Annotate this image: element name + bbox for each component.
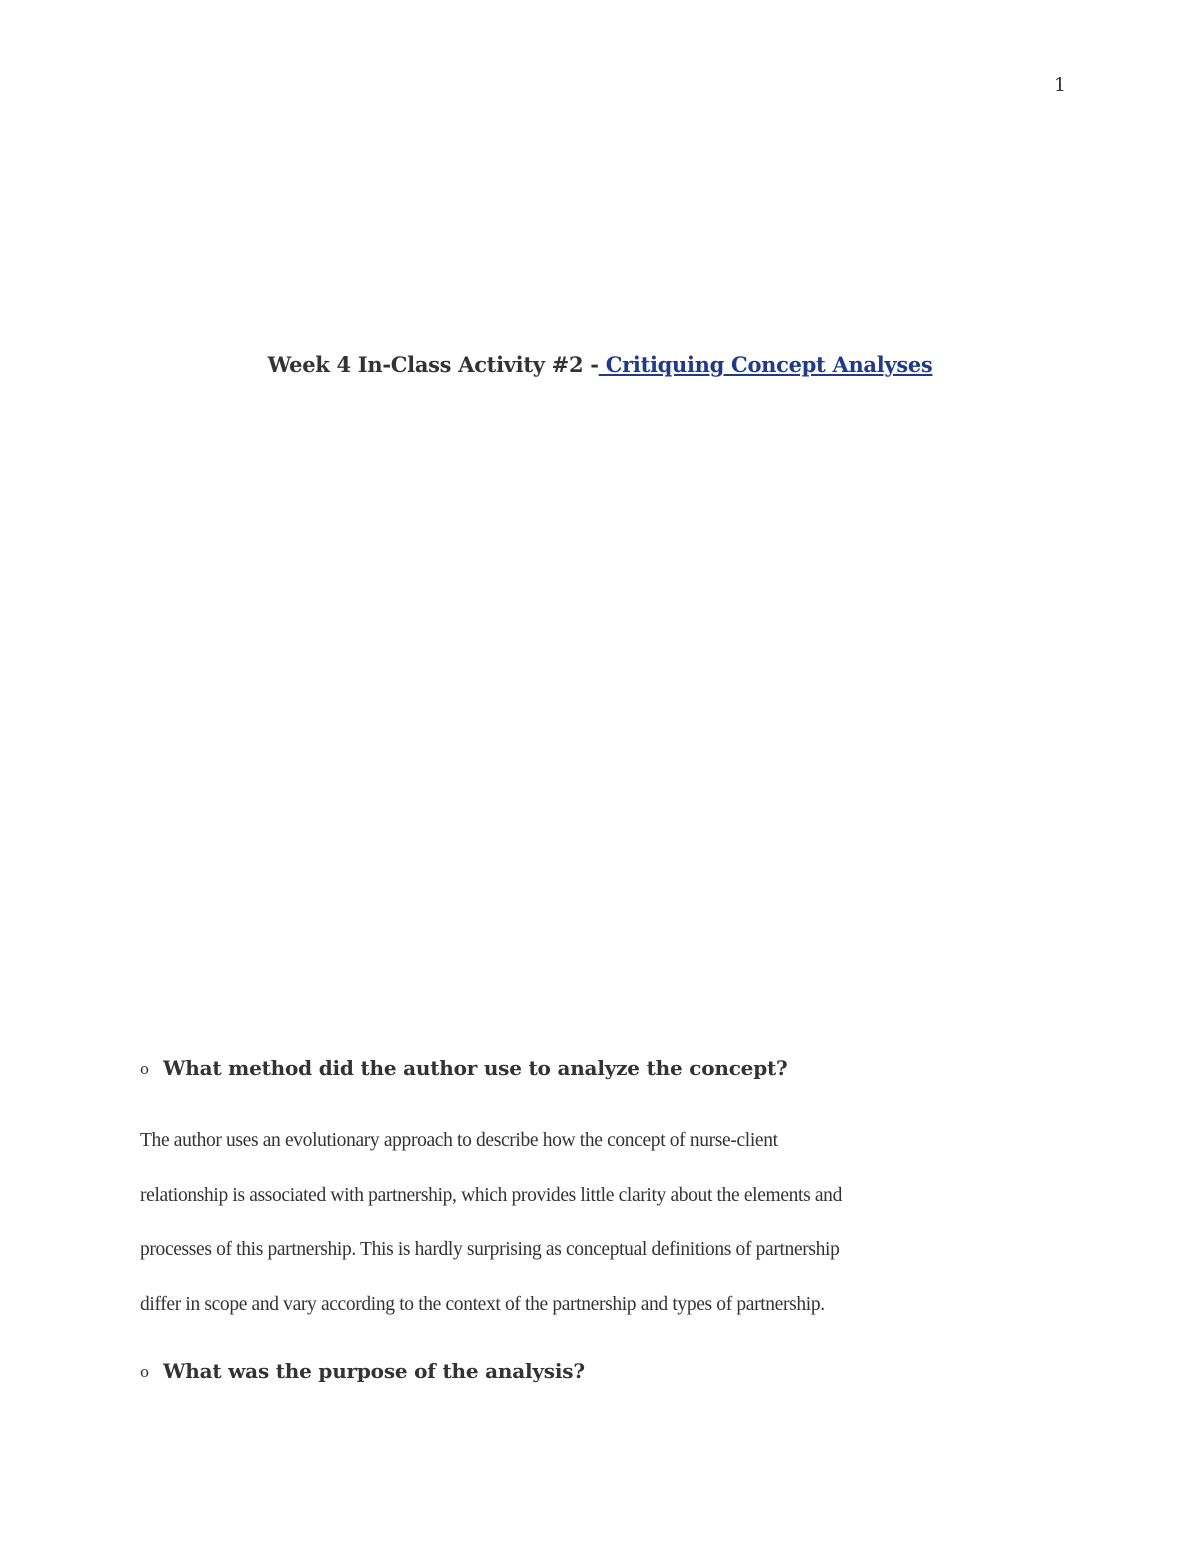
answer-line: The author uses an evolutionary approach to describe how the concept of nurse-client (140, 1130, 778, 1151)
answer-line: processes of this partnership. This is hardly surprising as conceptual definitions of partnership (140, 1239, 840, 1260)
question-purpose (140, 1359, 585, 1383)
bullet-icon: o (140, 1363, 149, 1381)
title-link[interactable]: Critiquing Concept Analyses (598, 352, 933, 377)
question-text: What was the purpose of the analysis? (163, 1359, 585, 1383)
document-title (0, 352, 1200, 377)
question-method (140, 1056, 788, 1080)
answer-line: differ in scope and vary according to the context of the partnership and types of partnership. (140, 1293, 825, 1315)
question-text: What method did the author use to analyze the concept? (163, 1056, 788, 1080)
title-text: Week 4 In-Class Activity #2 - (267, 352, 599, 377)
page-number: 1 (1053, 74, 1066, 96)
answer-line: relationship is associated with partnership, which provides little clarity about the elements and (140, 1184, 842, 1206)
bullet-icon: o (140, 1060, 149, 1078)
answer-paragraph (140, 1125, 1040, 1343)
